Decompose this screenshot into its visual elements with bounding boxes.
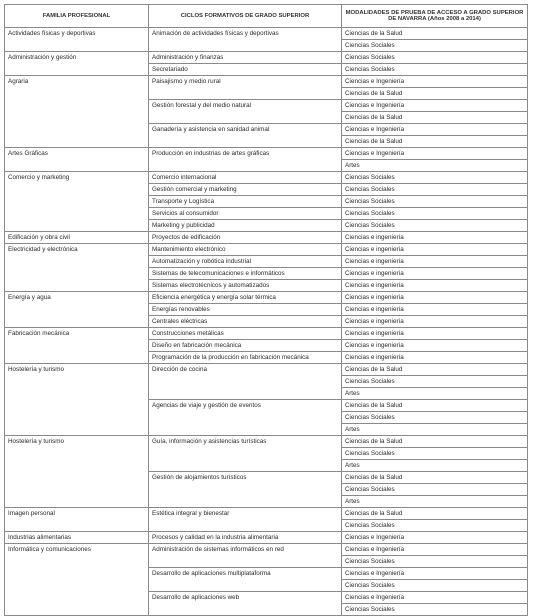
modalidad-cell: Ciencias Sociales [342,604,528,616]
modalidad-cell: Ciencias de la Salud [342,364,528,376]
modalidad-cell: Artes [342,460,528,472]
ciclo-cell: Sistemas electrotécnicos y automatizados [149,280,342,292]
modalidad-cell: Ciencias e ingeniería [342,232,528,244]
table-row [5,364,528,376]
ciclo-cell: Programación de la producción en fabricación mecánica [149,352,342,364]
modalidad-cell: Ciencias de la Salud [342,508,528,520]
modalidad-cell: Ciencias de la Salud [342,472,528,484]
modalidad-cell: Artes [342,160,528,172]
modalidad-cell: Ciencias Sociales [342,484,528,496]
modalidad-cell: Ciencias Sociales [342,172,528,184]
table-body [5,28,528,616]
modalidad-cell: Ciencias e Ingeniería [342,76,528,88]
ciclo-cell: Gestión de alojamientos turísticos [149,472,342,508]
modalidad-cell: Artes [342,388,528,400]
familia-cell: Artes Gráficas [5,148,149,172]
modalidad-cell: Ciencias Sociales [342,580,528,592]
table-row [5,532,528,544]
familia-cell: Edificación y obra civil [5,232,149,244]
familia-cell: Imagen personal [5,508,149,532]
modalidad-cell: Ciencias e Ingeniería [342,532,528,544]
modalidad-cell: Ciencias de la Salud [342,28,528,40]
modalidad-cell: Ciencias e Ingeniería [342,568,528,580]
modalidad-cell: Ciencias de la Salud [342,136,528,148]
modalidad-cell: Ciencias e ingeniería [342,244,528,256]
modalidad-cell: Ciencias Sociales [342,448,528,460]
modalidad-cell: Ciencias e ingeniería [342,280,528,292]
modalidad-cell: Ciencias e ingeniería [342,292,528,304]
ciclo-cell: Dirección de cocina [149,364,342,400]
modalidad-cell: Ciencias de la Salud [342,436,528,448]
familia-cell: Actividades físicas y deportivas [5,28,149,52]
ciclo-cell: Administración de sistemas informáticos en red [149,544,342,568]
modalidad-cell: Ciencias de la Salud [342,88,528,100]
ciclo-cell: Paisajismo y medio rural [149,76,342,100]
table-row [5,148,528,160]
familia-cell: Hostelería y turismo [5,364,149,436]
modalidad-cell: Ciencias e ingeniería [342,268,528,280]
table-row [5,172,528,184]
modalidad-cell: Ciencias e Ingeniería [342,148,528,160]
ciclo-cell: Mantenimiento electrónico [149,244,342,256]
ciclo-cell: Estética integral y bienestar [149,508,342,532]
modalidad-cell: Ciencias Sociales [342,64,528,76]
modalidad-cell: Ciencias e ingeniería [342,352,528,364]
familia-cell: Industrias alimentarias [5,532,149,544]
table-row [5,76,528,88]
table-row [5,436,528,448]
modalidad-cell: Ciencias de la Salud [342,400,528,412]
ciclo-cell: Proyectos de edificación [149,232,342,244]
ciclo-cell: Gestión comercial y marketing [149,184,342,196]
ciclo-cell: Centrales eléctricas [149,316,342,328]
ciclo-cell: Marketing y publicidad [149,220,342,232]
modalidad-cell: Ciencias de la Salud [342,112,528,124]
modalidad-cell: Ciencias e Ingeniería [342,592,528,604]
document-page [4,4,528,616]
ciclo-cell: Servicios al consumidor [149,208,342,220]
ciclo-cell: Administración y finanzas [149,52,342,64]
header-row [5,5,528,28]
table-row [5,232,528,244]
modalidad-cell: Ciencias e Ingeniería [342,544,528,556]
modalidad-cell: Artes [342,424,528,436]
ciclo-cell: Automatización y robótica industrial [149,256,342,268]
familia-cell: Electricidad y electrónica [5,244,149,292]
ciclo-cell: Eficiencia energética y energía solar térmica [149,292,342,304]
table-row [5,52,528,64]
ciclo-cell: Gestión forestal y del medio natural [149,100,342,124]
ciclo-cell: Construcciones metálicas [149,328,342,340]
modalidad-cell: Artes [342,496,528,508]
header-ciclos: CICLOS FORMATIVOS DE GRADO SUPERIOR [149,5,342,28]
modalidad-cell: Ciencias Sociales [342,376,528,388]
modalidad-cell: Ciencias Sociales [342,208,528,220]
ciclo-cell: Animación de actividades físicas y deportivas [149,28,342,52]
ciclo-cell: Transporte y Logística [149,196,342,208]
modalidad-cell: Ciencias e ingeniería [342,328,528,340]
modalidad-cell: Ciencias Sociales [342,556,528,568]
table-row [5,244,528,256]
modalidad-cell: Ciencias e ingeniería [342,304,528,316]
ciclo-cell: Producción en industrias de artes gráficas [149,148,342,172]
familia-cell: Comercio y marketing [5,172,149,232]
ciclo-cell: Comercio internacional [149,172,342,184]
ciclo-cell: Ganadería y asistencia en sanidad animal [149,124,342,148]
modalidad-cell: Ciencias e Ingeniería [342,100,528,112]
table-row [5,328,528,340]
modalidad-cell: Ciencias Sociales [342,40,528,52]
modalidad-cell: Ciencias e Ingeniería [342,124,528,136]
ciclo-cell: Procesos y calidad en la industria alimentaria [149,532,342,544]
ciclo-cell: Desarrollo de aplicaciones web [149,592,342,616]
header-modalidades: MODALIDADES DE PRUEBA DE ACCESO A GRADO SUPERIOR DE NAVARRA (Años 2008 a 2014) [342,5,528,28]
table-row [5,28,528,40]
familia-cell: Fabricación mecánica [5,328,149,364]
modalidad-cell: Ciencias Sociales [342,520,528,532]
table-row [5,508,528,520]
modalidad-cell: Ciencias e ingeniería [342,340,528,352]
ciclo-cell: Guía, información y asistencias turísticas [149,436,342,472]
table-row [5,292,528,304]
header-familia: FAMILIA PROFESIONAL [5,5,149,28]
modalidad-cell: Ciencias e ingeniería [342,316,528,328]
modalidad-cell: Ciencias Sociales [342,220,528,232]
ciclo-cell: Energías renovables [149,304,342,316]
familia-cell: Agraria [5,76,149,148]
modalidad-cell: Ciencias Sociales [342,196,528,208]
ciclo-cell: Secretariado [149,64,342,76]
ciclo-cell: Sistemas de telecomunicaciones e informáticos [149,268,342,280]
modalidad-cell: Ciencias Sociales [342,412,528,424]
modalidad-cell: Ciencias Sociales [342,52,528,64]
familia-cell: Energía y agua [5,292,149,328]
ciclo-cell: Desarrollo de aplicaciones multiplataforma [149,568,342,592]
modalidad-cell: Ciencias e ingeniería [342,256,528,268]
familia-cell: Informática y comunicaciones [5,544,149,616]
ciclo-cell: Diseño en fabricación mecánica [149,340,342,352]
modalidad-cell: Ciencias Sociales [342,184,528,196]
table-row [5,544,528,556]
ciclos-table [4,4,528,616]
familia-cell: Hostelería y turismo [5,436,149,508]
familia-cell: Administración y gestión [5,52,149,76]
ciclo-cell: Agencias de viaje y gestión de eventos [149,400,342,436]
